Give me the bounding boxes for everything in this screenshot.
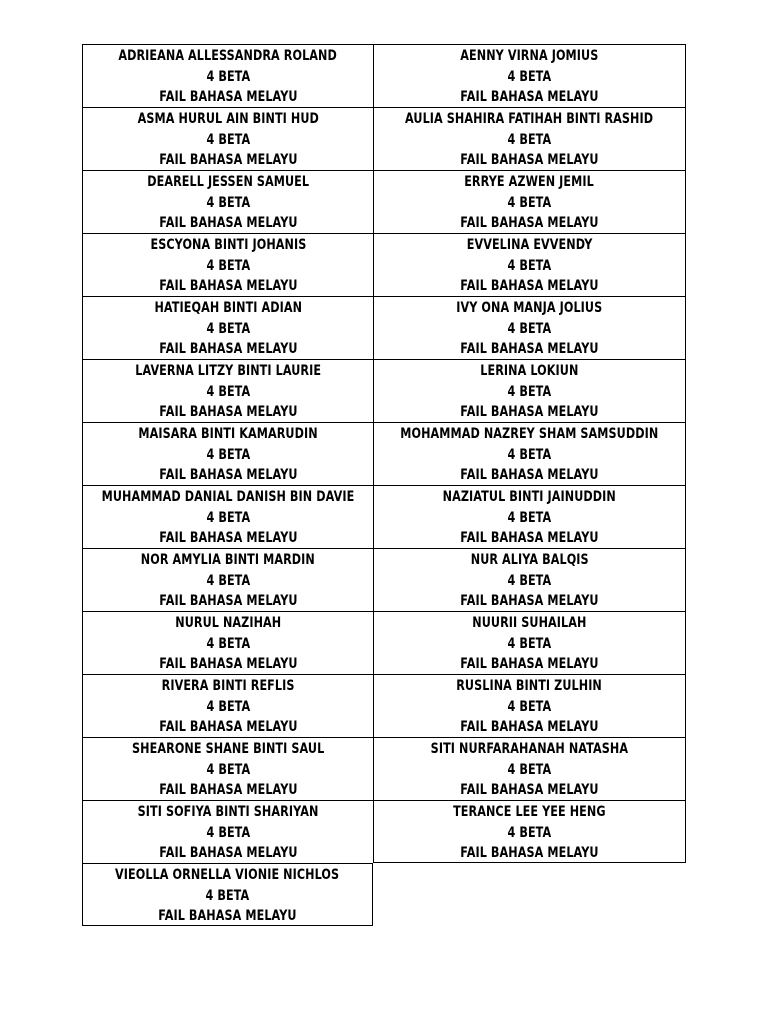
student-label-cell	[82, 107, 373, 170]
student-name: NAZIATUL BINTI JAINUDDIN	[442, 489, 617, 505]
student-name: HATIEQAH BINTI ADIAN	[154, 300, 302, 316]
student-name: VIEOLLA ORNELLA VIONIE NICHLOS	[115, 867, 340, 883]
subject-label: FAIL BAHASA MELAYU	[460, 152, 599, 168]
student-label-cell	[373, 359, 686, 422]
student-label-cell	[373, 107, 686, 170]
class-name: 4 BETA	[507, 131, 552, 148]
student-name: ERRYE AZWEN JEMIL	[464, 174, 595, 190]
student-name: RUSLINA BINTI ZULHIN	[456, 678, 603, 694]
student-label-cell	[373, 296, 686, 359]
subject-label: FAIL BAHASA MELAYU	[158, 278, 298, 294]
class-name: 4 BETA	[206, 320, 250, 337]
subject-label: FAIL BAHASA MELAYU	[460, 341, 599, 357]
student-label-cell	[373, 737, 686, 800]
class-name: 4 BETA	[507, 446, 552, 463]
student-label-cell	[373, 548, 686, 611]
student-label-cell	[82, 611, 373, 674]
class-name: 4 BETA	[205, 887, 250, 904]
student-label-cell	[82, 170, 373, 233]
class-name: 4 BETA	[507, 824, 552, 841]
student-name: EVVELINA EVVENDY	[466, 237, 593, 253]
subject-label: FAIL BAHASA MELAYU	[158, 152, 298, 168]
subject-label: FAIL BAHASA MELAYU	[158, 656, 298, 672]
class-name: 4 BETA	[206, 635, 250, 652]
class-name: 4 BETA	[507, 383, 552, 400]
student-label-cell	[82, 359, 373, 422]
student-label-cell	[82, 296, 373, 359]
student-label-cell	[373, 170, 686, 233]
subject-label: FAIL BAHASA MELAYU	[460, 467, 599, 483]
class-name: 4 BETA	[507, 761, 552, 778]
student-name: SHEARONE SHANE BINTI SAUL	[131, 741, 325, 757]
subject-label: FAIL BAHASA MELAYU	[460, 89, 599, 105]
student-name: ESCYONA BINTI JOHANIS	[150, 237, 306, 253]
student-name: LERINA LOKIUN	[480, 363, 579, 379]
student-name: MUHAMMAD DANIAL DANISH BIN DAVIE	[101, 489, 355, 505]
student-name: RIVERA BINTI REFLIS	[161, 678, 295, 694]
class-name: 4 BETA	[206, 257, 250, 274]
student-label-cell	[82, 233, 373, 296]
subject-label: FAIL BAHASA MELAYU	[158, 530, 298, 546]
student-name: ASMA HURUL AIN BINTI HUD	[137, 111, 319, 127]
class-name: 4 BETA	[206, 698, 250, 715]
class-name: 4 BETA	[206, 824, 250, 841]
student-label-cell	[82, 485, 373, 548]
class-name: 4 BETA	[507, 572, 552, 589]
student-label-cell	[82, 863, 373, 926]
subject-label: FAIL BAHASA MELAYU	[460, 845, 599, 861]
student-name: DEARELL JESSEN SAMUEL	[147, 174, 309, 190]
class-name: 4 BETA	[507, 320, 552, 337]
class-name: 4 BETA	[206, 572, 250, 589]
subject-label: FAIL BAHASA MELAYU	[158, 782, 298, 798]
subject-label: FAIL BAHASA MELAYU	[158, 719, 298, 735]
subject-label: FAIL BAHASA MELAYU	[460, 719, 599, 735]
student-label-cell	[82, 548, 373, 611]
student-name: NURUL NAZIHAH	[174, 615, 281, 631]
student-label-cell	[82, 800, 373, 863]
class-name: 4 BETA	[507, 635, 552, 652]
student-name: ADRIEANA ALLESSANDRA ROLAND	[118, 48, 338, 64]
class-name: 4 BETA	[206, 446, 250, 463]
student-name: NOR AMYLIA BINTI MARDIN	[140, 552, 316, 568]
subject-label: FAIL BAHASA MELAYU	[460, 593, 599, 609]
student-name: MOHAMMAD NAZREY SHAM SAMSUDDIN	[400, 426, 659, 442]
subject-label: FAIL BAHASA MELAYU	[158, 404, 298, 420]
subject-label: FAIL BAHASA MELAYU	[158, 467, 298, 483]
class-name: 4 BETA	[507, 194, 552, 211]
student-label-cell	[373, 422, 686, 485]
student-name: SITI SOFIYA BINTI SHARIYAN	[137, 804, 319, 820]
student-label-cell	[82, 737, 373, 800]
subject-label: FAIL BAHASA MELAYU	[460, 656, 599, 672]
class-name: 4 BETA	[206, 68, 250, 85]
class-name: 4 BETA	[507, 698, 552, 715]
student-name: MAISARA BINTI KAMARUDIN	[138, 426, 318, 442]
class-name: 4 BETA	[206, 131, 250, 148]
subject-label: FAIL BAHASA MELAYU	[158, 89, 298, 105]
student-label-cell	[373, 233, 686, 296]
student-name: NUURII SUHAILAH	[472, 615, 587, 631]
subject-label: FAIL BAHASA MELAYU	[158, 908, 297, 924]
student-name: IVY ONA MANJA JOLIUS	[456, 300, 603, 316]
student-label-cell	[373, 611, 686, 674]
subject-label: FAIL BAHASA MELAYU	[158, 341, 298, 357]
subject-label: FAIL BAHASA MELAYU	[460, 215, 599, 231]
student-name: SITI NURFARAHANAH NATASHA	[430, 741, 629, 757]
subject-label: FAIL BAHASA MELAYU	[158, 845, 298, 861]
class-name: 4 BETA	[206, 383, 250, 400]
subject-label: FAIL BAHASA MELAYU	[460, 404, 599, 420]
student-name: NUR ALIYA BALQIS	[470, 552, 589, 568]
subject-label: FAIL BAHASA MELAYU	[460, 782, 599, 798]
subject-label: FAIL BAHASA MELAYU	[158, 215, 298, 231]
student-label-cell	[82, 674, 373, 737]
student-name: LAVERNA LITZY BINTI LAURIE	[135, 363, 321, 379]
subject-label: FAIL BAHASA MELAYU	[460, 278, 599, 294]
student-name: AULIA SHAHIRA FATIHAH BINTI RASHID	[405, 111, 654, 127]
student-label-cell	[82, 422, 373, 485]
student-label-cell	[373, 485, 686, 548]
student-label-cell	[82, 44, 373, 107]
class-name: 4 BETA	[507, 509, 552, 526]
student-name: TERANCE LEE YEE HENG	[453, 804, 606, 820]
subject-label: FAIL BAHASA MELAYU	[460, 530, 599, 546]
student-label-cell	[373, 44, 686, 107]
student-name: AENNY VIRNA JOMIUS	[460, 48, 599, 64]
class-name: 4 BETA	[507, 257, 552, 274]
class-name: 4 BETA	[206, 194, 250, 211]
class-name: 4 BETA	[206, 509, 250, 526]
label-table	[82, 44, 686, 926]
student-label-cell	[373, 800, 686, 863]
subject-label: FAIL BAHASA MELAYU	[158, 593, 298, 609]
class-name: 4 BETA	[507, 68, 552, 85]
class-name: 4 BETA	[206, 761, 250, 778]
student-label-cell	[373, 674, 686, 737]
